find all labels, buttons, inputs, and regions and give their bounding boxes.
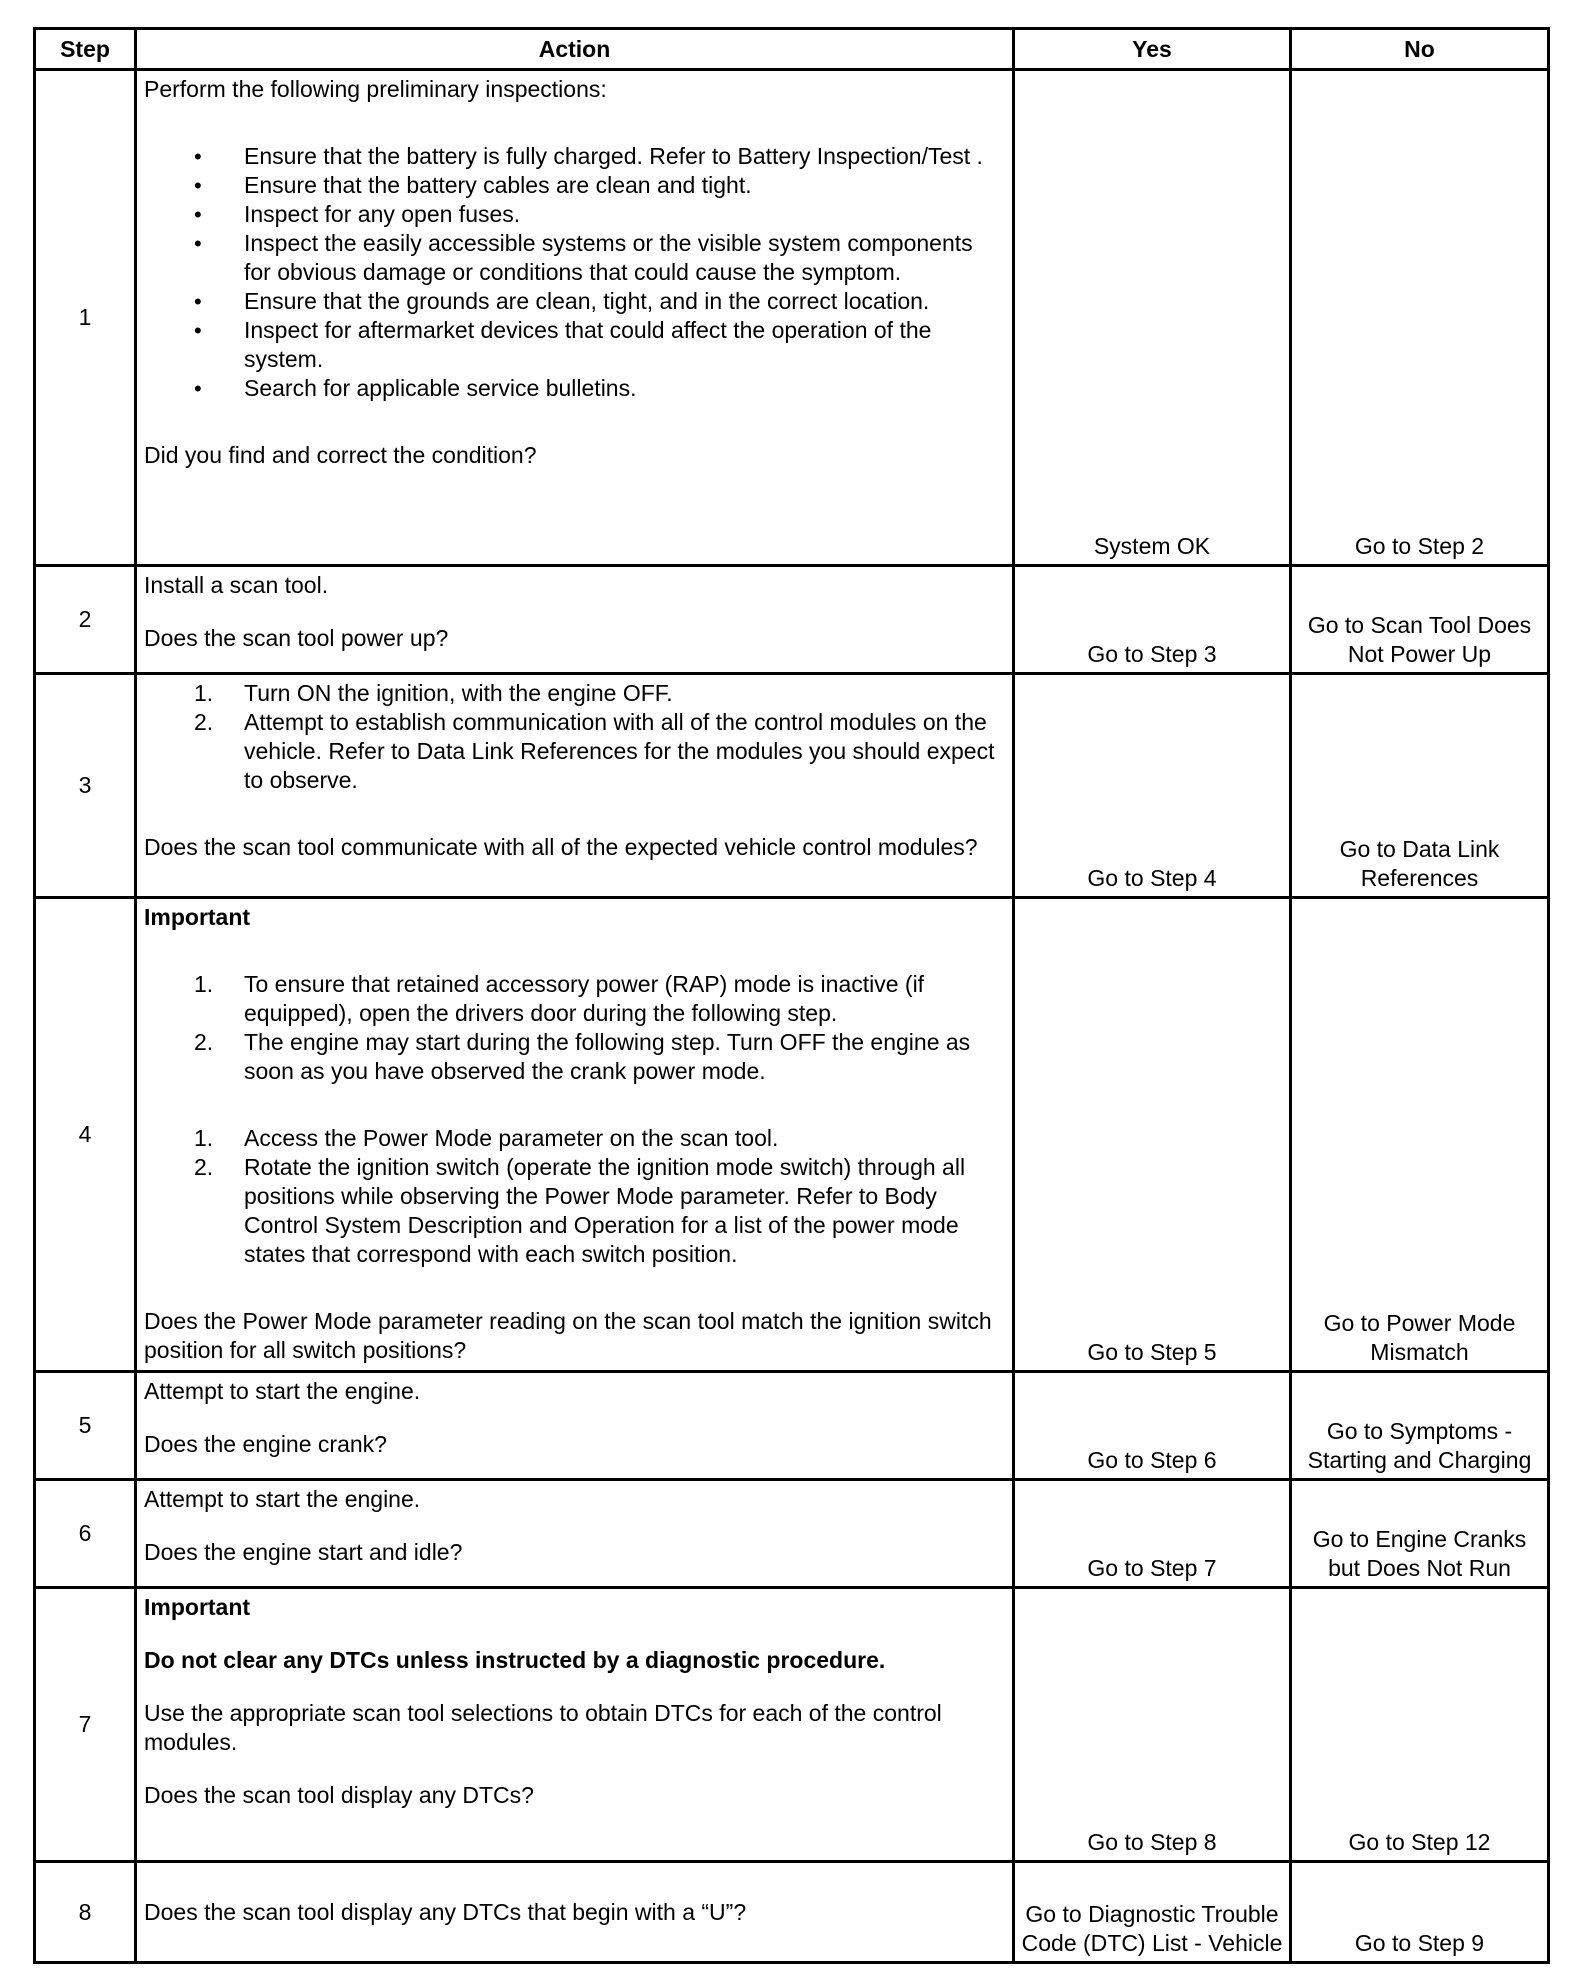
diagnostic-table xyxy=(33,27,1550,1964)
action-intro: Install a scan tool. xyxy=(144,572,329,598)
action-question: Does the engine crank? xyxy=(144,1431,387,1457)
list-item: • Inspect for aftermarket devices that could affect the operation of the system. xyxy=(144,316,1004,374)
step-number: 4 xyxy=(35,898,136,1372)
action-question: Does the scan tool display any DTCs? xyxy=(144,1782,534,1808)
list-item: 1. Access the Power Mode parameter on the scan tool. xyxy=(194,1125,779,1151)
action-intro: Attempt to start the engine. xyxy=(144,1378,421,1404)
header-no: No xyxy=(1291,29,1549,70)
action-cell xyxy=(136,1480,1014,1588)
step-number: 2 xyxy=(35,566,136,674)
list-item: 2. The engine may start during the following step. Turn OFF the engine as soon as you have observed the crank power mode. xyxy=(194,1029,971,1084)
action-cell xyxy=(136,898,1014,1372)
list-item: • Search for applicable service bulletins. xyxy=(144,374,1004,403)
yes-cell: Go to Step 3 xyxy=(1014,566,1291,674)
no-cell: Go to Scan Tool Does Not Power Up xyxy=(1291,566,1549,674)
list-item: • Ensure that the battery is fully charged. Refer to Battery Inspection/Test . xyxy=(144,142,1004,171)
step-number: 3 xyxy=(35,674,136,898)
table-row-step-7 xyxy=(35,1588,1549,1862)
action-cell xyxy=(136,70,1014,566)
list-item: 1. To ensure that retained accessory power (RAP) mode is inactive (if equipped), open the drivers door during the following step. xyxy=(194,971,925,1026)
list-item: • Inspect the easily accessible systems or the visible system components for obvious damage or conditions that could cause the symptom. xyxy=(144,229,1004,287)
list-item: • Ensure that the battery cables are clean and tight. xyxy=(144,171,1004,200)
action-question: Did you find and correct the condition? xyxy=(144,442,537,468)
inspection-list xyxy=(144,142,1004,403)
list-item: 1. Turn ON the ignition, with the engine OFF. xyxy=(194,680,673,706)
yes-cell: Go to Step 8 xyxy=(1014,1588,1291,1862)
table-row-step-5 xyxy=(35,1372,1549,1480)
action-question: Does the scan tool communicate with all of the expected vehicle control modules? xyxy=(144,834,978,860)
numbered-list xyxy=(144,1124,1004,1269)
table-row-step-8 xyxy=(35,1862,1549,1963)
step-number: 7 xyxy=(35,1588,136,1862)
action-intro: Attempt to start the engine. xyxy=(144,1486,421,1512)
list-item: 2. Rotate the ignition switch (operate the ignition mode switch) through all positions while observing the Power Mode parameter. Refer to Body Control System Description and Operation for a list of the power mode states that correspond with each switch position. xyxy=(194,1154,966,1267)
action-question: Does the engine start and idle? xyxy=(144,1539,463,1565)
table-row-step-6 xyxy=(35,1480,1549,1588)
step-number: 5 xyxy=(35,1372,136,1480)
no-cell: Go to Symptoms - Starting and Charging xyxy=(1291,1372,1549,1480)
action-question: Does the scan tool display any DTCs that begin with a “U”? xyxy=(144,1899,747,1925)
table-row-step-1 xyxy=(35,70,1549,566)
list-item: • Inspect for any open fuses. xyxy=(144,200,1004,229)
step-number: 8 xyxy=(35,1862,136,1963)
warning-text: Do not clear any DTCs unless instructed by a diagnostic procedure. xyxy=(144,1647,886,1673)
list-item: 2. Attempt to establish communication with all of the control modules on the vehicle. Refer to Data Link References for the modules you should expect to observe. xyxy=(194,709,995,793)
no-cell: Go to Step 12 xyxy=(1291,1588,1549,1862)
table-row-step-4 xyxy=(35,898,1549,1372)
yes-cell: Go to Step 4 xyxy=(1014,674,1291,898)
action-cell xyxy=(136,1588,1014,1862)
important-label: Important xyxy=(144,1594,251,1620)
table-row-step-3 xyxy=(35,674,1549,898)
numbered-list xyxy=(144,970,1004,1086)
instruction-text: Use the appropriate scan tool selections to obtain DTCs for each of the control modules. xyxy=(144,1700,942,1755)
numbered-list xyxy=(144,679,1004,795)
yes-cell: Go to Step 7 xyxy=(1014,1480,1291,1588)
action-cell xyxy=(136,566,1014,674)
yes-cell: Go to Step 6 xyxy=(1014,1372,1291,1480)
action-cell xyxy=(136,1372,1014,1480)
no-cell: Go to Data Link References xyxy=(1291,674,1549,898)
no-cell: Go to Step 2 xyxy=(1291,70,1549,566)
action-question: Does the scan tool power up? xyxy=(144,625,449,651)
header-action: Action xyxy=(136,29,1014,70)
important-label: Important xyxy=(144,904,251,930)
no-cell: Go to Engine Cranks but Does Not Run xyxy=(1291,1480,1549,1588)
header-row xyxy=(35,29,1549,70)
header-step: Step xyxy=(35,29,136,70)
yes-cell: Go to Diagnostic Trouble Code (DTC) List - Vehicle xyxy=(1014,1862,1291,1963)
action-intro: Perform the following preliminary inspections: xyxy=(144,76,607,102)
step-number: 1 xyxy=(35,70,136,566)
list-item: • Ensure that the grounds are clean, tight, and in the correct location. xyxy=(144,287,1004,316)
yes-cell: System OK xyxy=(1014,70,1291,566)
no-cell: Go to Power Mode Mismatch xyxy=(1291,898,1549,1372)
step-number: 6 xyxy=(35,1480,136,1588)
table-row-step-2 xyxy=(35,566,1549,674)
no-cell: Go to Step 9 xyxy=(1291,1862,1549,1963)
yes-cell: Go to Step 5 xyxy=(1014,898,1291,1372)
header-yes: Yes xyxy=(1014,29,1291,70)
action-question: Does the Power Mode parameter reading on the scan tool match the ignition switch position for all switch positions? xyxy=(144,1308,992,1363)
action-cell xyxy=(136,674,1014,898)
action-cell xyxy=(136,1862,1014,1963)
